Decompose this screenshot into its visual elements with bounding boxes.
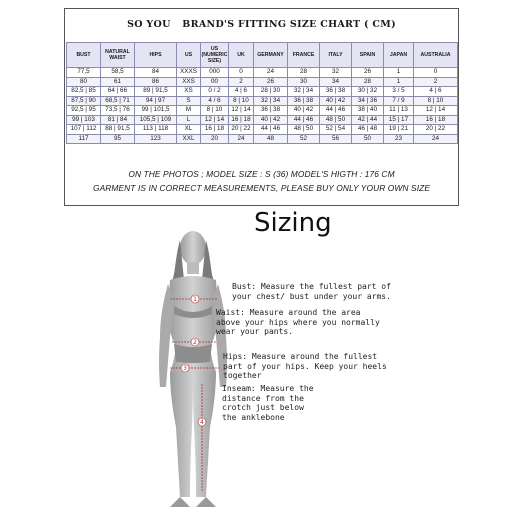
table-cell: 50 xyxy=(352,134,384,144)
table-cell: 23 xyxy=(384,134,414,144)
table-cell: 42 | 44 xyxy=(352,115,384,125)
column-header: JAPAN xyxy=(384,43,414,68)
table-cell: 89 | 91,5 xyxy=(135,87,177,97)
table-cell: 19 | 21 xyxy=(384,125,414,135)
table-cell: 56 xyxy=(320,134,352,144)
table-cell: 86 xyxy=(135,77,177,87)
table-cell: 4 | 6 xyxy=(229,87,254,97)
table-cell: 34 | 36 xyxy=(352,96,384,106)
table-cell: 28 | 30 xyxy=(254,87,288,97)
table-cell: 8 | 10 xyxy=(414,96,458,106)
chart-title-text: BRAND'S FITTING SIZE CHART ( CM) xyxy=(182,19,396,30)
table-cell: 20 | 22 xyxy=(414,125,458,135)
table-cell: 88 | 91,5 xyxy=(101,125,135,135)
size-chart-panel xyxy=(64,8,459,206)
table-cell: 30 | 32 xyxy=(352,87,384,97)
table-cell: 0 / 2 xyxy=(201,87,229,97)
table-cell: 40 | 42 xyxy=(254,115,288,125)
model-size-note: ON THE PHOTOS ; MODEL SIZE : S (36) MODEL'S HIGTH : 176 CM xyxy=(128,169,395,179)
callout-waist: Waist: Measure around the area above your hips where you normally wear your pants. xyxy=(216,308,380,336)
table-cell: 40 | 42 xyxy=(288,106,320,116)
table-cell: 16 | 18 xyxy=(229,115,254,125)
table-cell: 12 | 14 xyxy=(201,115,229,125)
table-cell: 7 / 9 xyxy=(384,96,414,106)
table-row xyxy=(67,115,458,125)
marker-1: 1 xyxy=(193,296,197,303)
column-header: UK xyxy=(229,43,254,68)
table-cell: 24 xyxy=(229,134,254,144)
table-row xyxy=(67,68,458,78)
table-cell: 32 | 34 xyxy=(254,96,288,106)
table-cell: 99 | 101,5 xyxy=(135,106,177,116)
table-cell: 20 | 22 xyxy=(229,125,254,135)
table-cell: 92,5 | 95 xyxy=(67,106,101,116)
table-cell: 113 | 118 xyxy=(135,125,177,135)
table-cell: L xyxy=(177,115,201,125)
table-cell: 80 xyxy=(67,77,101,87)
column-header: FRANCE xyxy=(288,43,320,68)
callout-inseam: Inseam: Measure the distance from the crotch just below the anklebone xyxy=(222,384,314,422)
table-cell: 117 xyxy=(67,134,101,144)
table-cell: 1 xyxy=(384,68,414,78)
measurement-note: GARMENT IS IN CORRECT MEASUREMENTS, PLEASE BUY ONLY YOUR OWN SIZE xyxy=(92,183,431,193)
sizing-heading: Sizing xyxy=(254,208,332,238)
table-cell: 44 | 46 xyxy=(288,115,320,125)
table-cell: 1 xyxy=(384,77,414,87)
table-cell: 73,5 | 76 xyxy=(101,106,135,116)
table-cell: 36 | 38 xyxy=(288,96,320,106)
column-header: ITALY xyxy=(320,43,352,68)
table-cell: 81 | 84 xyxy=(101,115,135,125)
table-cell: 105,5 | 109 xyxy=(135,115,177,125)
table-cell: 87,5 | 90 xyxy=(67,96,101,106)
table-cell: 4 / 6 xyxy=(201,96,229,106)
table-cell: 40 | 42 xyxy=(320,96,352,106)
column-header: BUST xyxy=(67,43,101,68)
column-header: HIPS xyxy=(135,43,177,68)
table-cell: XXXS xyxy=(177,68,201,78)
table-header-row xyxy=(67,43,458,68)
table-cell: 44 | 46 xyxy=(320,106,352,116)
table-cell: 36 | 38 xyxy=(320,87,352,97)
table-cell: 52 xyxy=(288,134,320,144)
table-row xyxy=(67,87,458,97)
table-cell: 107 | 112 xyxy=(67,125,101,135)
table-cell: 24 xyxy=(414,134,458,144)
table-cell: 0 xyxy=(229,68,254,78)
column-header: US (NUMERIC SIZE) xyxy=(201,43,229,68)
table-cell: 26 xyxy=(352,68,384,78)
table-cell: 2 xyxy=(414,77,458,87)
table-cell: 20 xyxy=(201,134,229,144)
size-chart-title xyxy=(65,19,458,30)
table-cell: S xyxy=(177,96,201,106)
table-cell: 26 xyxy=(254,77,288,87)
column-header: AUSTRALIA xyxy=(414,43,458,68)
table-cell: XXL xyxy=(177,134,201,144)
column-header: GERMANY xyxy=(254,43,288,68)
marker-3: 3 xyxy=(183,365,187,372)
table-cell: XXS xyxy=(177,77,201,87)
table-cell: 48 | 50 xyxy=(288,125,320,135)
table-row xyxy=(67,96,458,106)
table-cell: 34 xyxy=(320,77,352,87)
silhouette-body xyxy=(159,231,227,507)
table-row xyxy=(67,106,458,116)
table-cell: 44 | 46 xyxy=(254,125,288,135)
marker-2: 2 xyxy=(193,339,197,346)
table-cell: 12 | 14 xyxy=(229,106,254,116)
table-cell: 77,5 xyxy=(67,68,101,78)
column-header: SPAIN xyxy=(352,43,384,68)
table-cell: 95 xyxy=(101,134,135,144)
marker-4: 4 xyxy=(200,419,204,426)
table-cell: 12 | 14 xyxy=(414,106,458,116)
column-header: US xyxy=(177,43,201,68)
table-cell: 3 / 5 xyxy=(384,87,414,97)
table-cell: 94 | 97 xyxy=(135,96,177,106)
table-cell: 8 | 10 xyxy=(201,106,229,116)
table-row xyxy=(67,77,458,87)
table-cell: 68,5 | 71 xyxy=(101,96,135,106)
table-cell: 16 | 18 xyxy=(201,125,229,135)
table-cell: 4 | 6 xyxy=(414,87,458,97)
table-cell: 99 | 103 xyxy=(67,115,101,125)
table-cell: 2 xyxy=(229,77,254,87)
table-cell: 82,5 | 85 xyxy=(67,87,101,97)
table-cell: 15 | 17 xyxy=(384,115,414,125)
table-cell: XS xyxy=(177,87,201,97)
table-cell: 46 | 48 xyxy=(352,125,384,135)
table-cell: 58,5 xyxy=(101,68,135,78)
table-cell: 28 xyxy=(288,68,320,78)
table-cell: 0 xyxy=(414,68,458,78)
table-cell: 00 xyxy=(201,77,229,87)
table-cell: 84 xyxy=(135,68,177,78)
table-cell: 28 xyxy=(352,77,384,87)
table-cell: 24 xyxy=(254,68,288,78)
table-cell: 30 xyxy=(288,77,320,87)
table-cell: 52 | 54 xyxy=(320,125,352,135)
table-cell: 36 | 38 xyxy=(254,106,288,116)
column-header: NATURAL WAIST xyxy=(101,43,135,68)
table-cell: M xyxy=(177,106,201,116)
table-cell: 32 xyxy=(320,68,352,78)
table-cell: 48 | 50 xyxy=(320,115,352,125)
table-cell: 8 | 10 xyxy=(229,96,254,106)
table-cell: 64 | 66 xyxy=(101,87,135,97)
table-cell: 32 | 34 xyxy=(288,87,320,97)
table-cell: XL xyxy=(177,125,201,135)
table-cell: 38 | 40 xyxy=(352,106,384,116)
size-table xyxy=(66,42,458,144)
brand-name: SO YOU xyxy=(127,19,171,30)
table-cell: 61 xyxy=(101,77,135,87)
callout-hips: Hips: Measure around the fullest part of your hips. Keep your heels together xyxy=(223,352,387,380)
table-row xyxy=(67,134,458,144)
table-cell: 16 | 18 xyxy=(414,115,458,125)
table-cell: 123 xyxy=(135,134,177,144)
table-cell: 000 xyxy=(201,68,229,78)
callout-bust: Bust: Measure the fullest part of your chest/ bust under your arms. xyxy=(232,282,391,301)
table-row xyxy=(67,125,458,135)
table-cell: 48 xyxy=(254,134,288,144)
table-cell: 11 | 13 xyxy=(384,106,414,116)
